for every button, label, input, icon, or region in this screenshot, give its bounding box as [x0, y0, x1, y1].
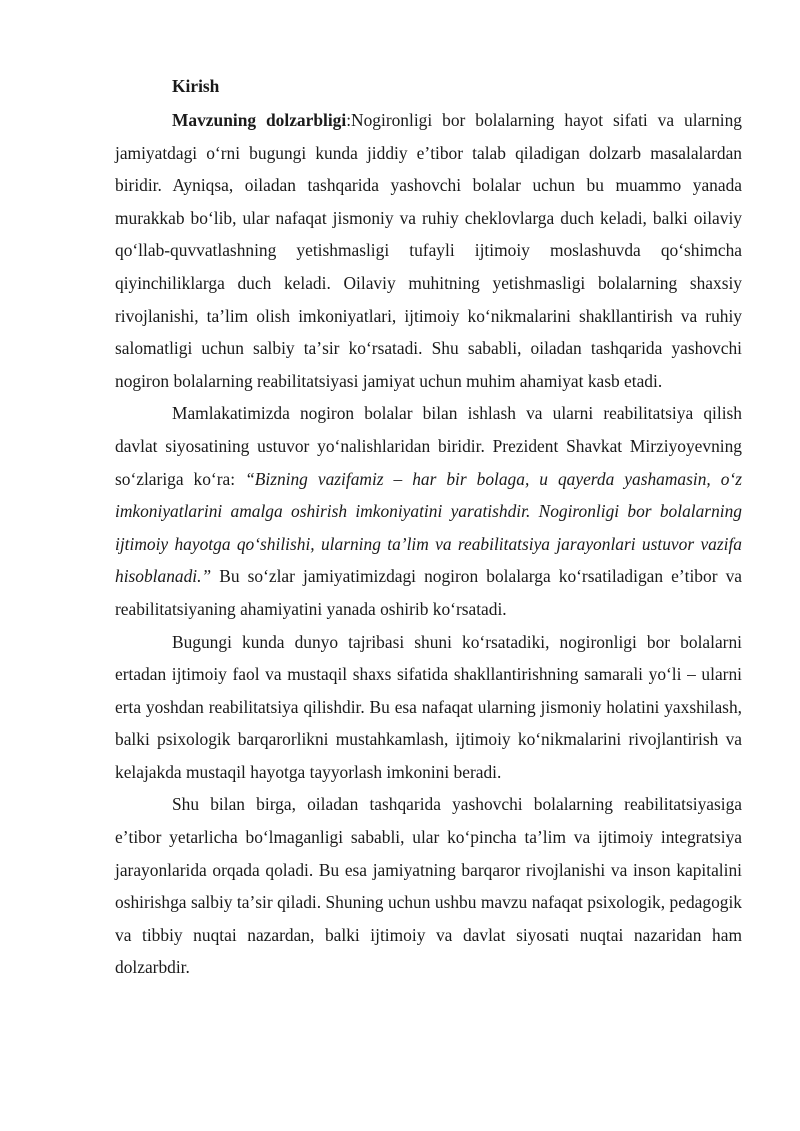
document-page: [115, 70, 742, 984]
paragraph-text-before-quote: Mamlakatimizda nogiron bolalar bilan ishlash va ularni reabilitatsiya qilish davlat siyosatining ustuvor yoʻnalishlaridan biridir. Prezident Shavkat Mirziyoyevning soʻzlariga koʻra:: [115, 403, 742, 489]
paragraph-relevance: [115, 104, 742, 397]
section-heading: Kirish: [172, 76, 220, 96]
president-quote: “Bizning vazifamiz – har bir bolaga, u qayerda yashamasin, oʻz imkoniyatlarini amalga oshirish imkoniyatini yaratishdir. Nogironligi bor bolalarning ijtimoiy hayotga qoʻshilishi, ularning taʼlim va reabilitatsiya jarayonlari ustuvor vazifa hisoblanadi.”: [115, 468, 742, 587]
paragraph-text: :Nogironligi bor bolalarning hayot sifati va ularning jamiyatdagi oʻrni bugungi kunda jiddiy eʼtibor talab qiladigan dolzarb masalalardan biridir. Ayniqsa, oiladan tashqarida yashovchi bolalar uchun bu muammo yanada murakkab boʻlib, ular nafaqat jismoniy va ruhiy cheklovlarga duch keladi, balki oilaviy qoʻllab-quvvatlashning yetishmasligi tufayli ijtimoiy moslashuvda qoʻshimcha qiyinchiliklarga duch keladi. Oilaviy muhitning yetishmasligi bolalarning shaxsiy rivojlanishi, taʼlim olish imkoniyatlari, ijtimoiy koʻnikmalarini shakllantirish va ruhiy salomatligi uchun salbiy taʼsir koʻrsatadi. Shu sababli, oiladan tashqarida yashovchi nogiron bolalarning reabilitatsiyasi jamiyat uchun muhim ahamiyat kasb etadi.: [115, 110, 742, 391]
paragraph-president-quote: [115, 397, 742, 625]
paragraph-conclusion: Shu bilan birga, oiladan tashqarida yashovchi bolalarning reabilitatsiyasiga eʼtibor yetarlicha boʻlmaganligi sababli, ular koʻpincha taʼlim va ijtimoiy integratsiya jarayonlarida orqada qoladi. Bu esa jamiyatning barqaror rivojlanishi va inson kapitalini oshirishga salbiy taʼsir qiladi. Shuning uchun ushbu mavzu nafaqat psixologik, pedagogik va tibbiy nuqtai nazardan, balki ijtimoiy va davlat siyosati nuqtai nazaridan ham dolzarbdir.: [115, 794, 742, 978]
paragraph-world-experience: Bugungi kunda dunyo tajribasi shuni koʻrsatadiki, nogironligi bor bolalarni ertadan ijtimoiy faol va mustaqil shaxs sifatida shakllantirishning samarali yoʻli – ularni erta yoshdan reabilitatsiya qilishdir. Bu esa nafaqat ularning jismoniy holatini yaxshilash, balki psixologik barqarorlikni mustahkamlash, ijtimoiy koʻnikmalarini rivojlantirish va kelajakda mustaqil hayotga tayyorlash imkonini beradi.: [115, 631, 742, 782]
paragraph-text-after-quote: Bu soʻzlar jamiyatimizdagi nogiron bolalarga koʻrsatiladigan eʼtibor va reabilitatsiyaning ahamiyatini yanada oshirib koʻrsatadi.: [115, 566, 742, 619]
paragraph-lead: Mavzuning dolzarbligi: [172, 110, 347, 130]
